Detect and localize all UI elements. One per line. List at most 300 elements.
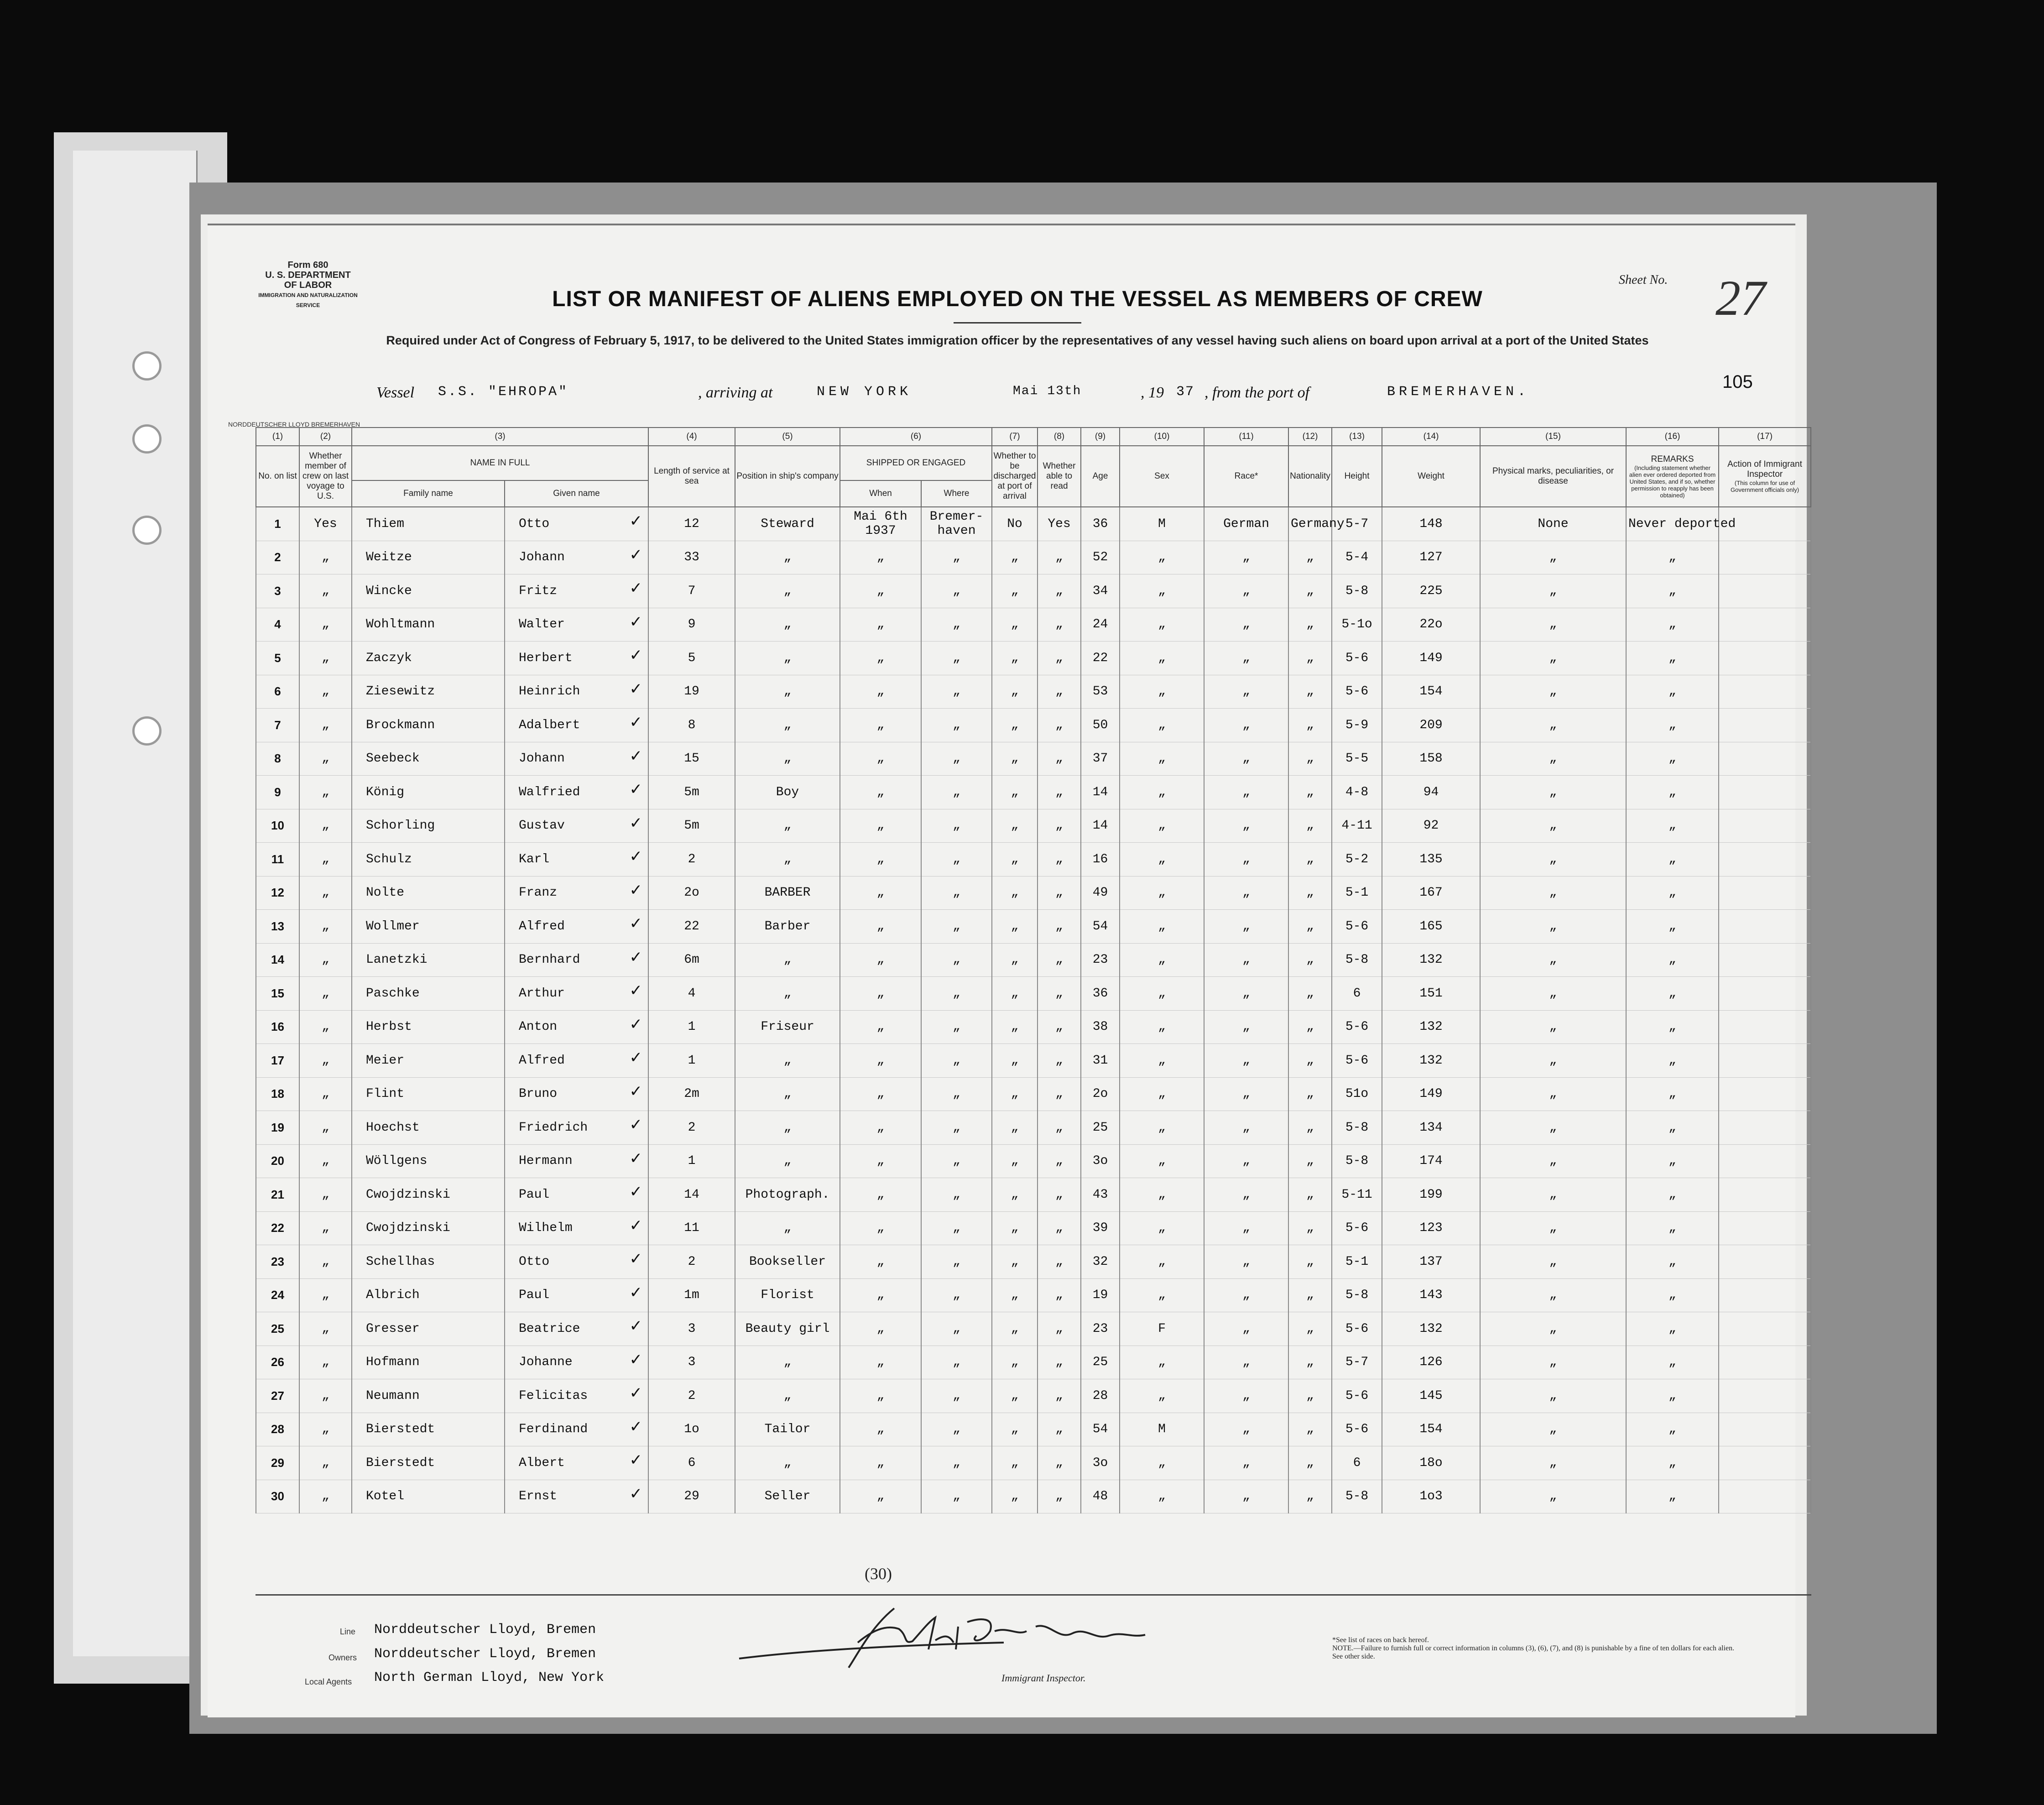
header-shipped-engaged: SHIPPED OR ENGAGED (840, 446, 992, 480)
position: Photograph. (735, 1178, 840, 1212)
discharged-at-arrival: „ (992, 1144, 1038, 1178)
age: 16 (1081, 843, 1120, 876)
header-length-service: Length of service at sea (648, 446, 735, 507)
shipped-where: „ (921, 1245, 992, 1279)
row-number: 22 (256, 1211, 299, 1245)
position: „ (735, 1346, 840, 1379)
sex: „ (1120, 1044, 1204, 1078)
col-num: (4) (648, 428, 735, 446)
shipped-where: „ (921, 1010, 992, 1044)
remarks-note: (Including statement whether alien ever ordered deported from United States, and if so, whether permission to reapply has been obtained) (1629, 464, 1716, 499)
able-to-read: „ (1038, 1446, 1081, 1480)
race: „ (1204, 608, 1288, 642)
remarks: „ (1626, 1178, 1719, 1212)
shipped-when: „ (840, 910, 921, 944)
given-name: Alfred ✓ (505, 910, 648, 944)
height: 5-9 (1332, 709, 1382, 742)
remarks: „ (1626, 675, 1719, 709)
col-num: (8) (1038, 428, 1081, 446)
given-name: Karl ✓ (505, 843, 648, 876)
length-of-service: 1m (648, 1278, 735, 1312)
age: 39 (1081, 1211, 1120, 1245)
family-name: Weitze (352, 541, 505, 574)
able-to-read: „ (1038, 1379, 1081, 1413)
height: 5-8 (1332, 574, 1382, 608)
position: „ (735, 1144, 840, 1178)
agents-value: North German Lloyd, New York (374, 1670, 605, 1685)
shipped-when: „ (840, 1480, 921, 1513)
position: Tailor (735, 1413, 840, 1446)
check-mark-icon: ✓ (629, 981, 643, 1000)
able-to-read: „ (1038, 709, 1081, 742)
table-row (256, 809, 1811, 843)
footer-note (1332, 1636, 1743, 1661)
owners-value: Norddeutscher Lloyd, Bremen (374, 1646, 596, 1662)
position: „ (735, 843, 840, 876)
inspector-action (1719, 1111, 1811, 1145)
given-name: Adalbert ✓ (505, 709, 648, 742)
age: 36 (1081, 507, 1120, 541)
weight: 167 (1382, 876, 1480, 910)
sex: „ (1120, 675, 1204, 709)
discharged-at-arrival: „ (992, 1413, 1038, 1446)
discharged-at-arrival: „ (992, 1178, 1038, 1212)
family-name: Bierstedt (352, 1413, 505, 1446)
given-name: Alfred ✓ (505, 1044, 648, 1078)
able-to-read: „ (1038, 1144, 1081, 1178)
physical-marks: „ (1480, 675, 1626, 709)
shipped-when: „ (840, 943, 921, 977)
check-mark-icon: ✓ (629, 512, 643, 530)
discharged-at-arrival: „ (992, 1278, 1038, 1312)
able-to-read: „ (1038, 1245, 1081, 1279)
shipped-when: „ (840, 1077, 921, 1111)
nationality: „ (1288, 742, 1332, 776)
inspector-action (1719, 1379, 1811, 1413)
sex: „ (1120, 742, 1204, 776)
height: 5-6 (1332, 1044, 1382, 1078)
physical-marks: „ (1480, 608, 1626, 642)
check-mark-icon: ✓ (629, 814, 643, 832)
position: „ (735, 608, 840, 642)
inspector-action (1719, 1446, 1811, 1480)
check-mark-icon: ✓ (629, 579, 643, 597)
height: 5-6 (1332, 910, 1382, 944)
discharged-at-arrival: „ (992, 574, 1038, 608)
header-age: Age (1081, 446, 1120, 507)
sex: „ (1120, 1379, 1204, 1413)
row-number: 24 (256, 1278, 299, 1312)
sex: M (1120, 1413, 1204, 1446)
weight: 135 (1382, 843, 1480, 876)
height: 5-6 (1332, 1312, 1382, 1346)
length-of-service: 15 (648, 742, 735, 776)
length-of-service: 9 (648, 608, 735, 642)
from-port: BREMERHAVEN. (1387, 384, 1530, 400)
able-to-read: „ (1038, 541, 1081, 574)
able-to-read: „ (1038, 742, 1081, 776)
inspector-action (1719, 608, 1811, 642)
table-row (256, 1144, 1811, 1178)
age: 3o (1081, 1144, 1120, 1178)
discharged-at-arrival: No (992, 507, 1038, 541)
race: „ (1204, 1211, 1288, 1245)
header-no-on-list: No. on list (256, 446, 299, 507)
age: 14 (1081, 776, 1120, 809)
family-name: Wohltmann (352, 608, 505, 642)
inspector-action (1719, 1312, 1811, 1346)
race: „ (1204, 1111, 1288, 1145)
col-num: (10) (1120, 428, 1204, 446)
sex: „ (1120, 1446, 1204, 1480)
row-number: 8 (256, 742, 299, 776)
physical-marks: „ (1480, 876, 1626, 910)
remarks: „ (1626, 977, 1719, 1011)
physical-marks: „ (1480, 1480, 1626, 1513)
row-number: 29 (256, 1446, 299, 1480)
shipped-where: „ (921, 809, 992, 843)
handwritten-count: (30) (865, 1565, 892, 1583)
row-number: 20 (256, 1144, 299, 1178)
inspector-label: Immigrant Inspector. (1001, 1672, 1086, 1684)
shipped-when: „ (840, 642, 921, 675)
age: 37 (1081, 742, 1120, 776)
binder-ring-hole (132, 716, 162, 746)
nationality: „ (1288, 1446, 1332, 1480)
crew-last-voyage: „ (299, 1480, 352, 1513)
table-row (256, 1211, 1811, 1245)
shipped-when: „ (840, 1010, 921, 1044)
shipped-where: „ (921, 1346, 992, 1379)
crew-last-voyage: „ (299, 1178, 352, 1212)
given-name: Walfried ✓ (505, 776, 648, 809)
shipped-where: „ (921, 642, 992, 675)
family-name: Nolte (352, 876, 505, 910)
sex: „ (1120, 1346, 1204, 1379)
remarks-title: REMARKS (1651, 454, 1694, 464)
crew-last-voyage: „ (299, 1346, 352, 1379)
given-name: Friedrich ✓ (505, 1111, 648, 1145)
length-of-service: 1 (648, 1144, 735, 1178)
given-name: Wilhelm ✓ (505, 1211, 648, 1245)
position: „ (735, 675, 840, 709)
able-to-read: „ (1038, 642, 1081, 675)
length-of-service: 29 (648, 1480, 735, 1513)
header-name-in-full: NAME IN FULL (352, 446, 648, 480)
length-of-service: 2 (648, 1245, 735, 1279)
binder-ring-hole (132, 424, 162, 454)
length-of-service: 7 (648, 574, 735, 608)
physical-marks: „ (1480, 1312, 1626, 1346)
discharged-at-arrival: „ (992, 1010, 1038, 1044)
table-row (256, 1346, 1811, 1379)
weight: 151 (1382, 977, 1480, 1011)
physical-marks: „ (1480, 977, 1626, 1011)
weight: 132 (1382, 1010, 1480, 1044)
given-name: Paul ✓ (505, 1278, 648, 1312)
weight: 154 (1382, 675, 1480, 709)
family-name: Schorling (352, 809, 505, 843)
table-row (256, 1379, 1811, 1413)
nationality: „ (1288, 1346, 1332, 1379)
crew-last-voyage: „ (299, 1144, 352, 1178)
able-to-read: „ (1038, 809, 1081, 843)
table-row (256, 574, 1811, 608)
check-mark-icon: ✓ (629, 713, 643, 731)
shipped-where: „ (921, 1144, 992, 1178)
nationality: „ (1288, 1245, 1332, 1279)
remarks: „ (1626, 1379, 1719, 1413)
check-mark-icon: ✓ (629, 847, 643, 866)
row-number: 4 (256, 608, 299, 642)
nationality: „ (1288, 1010, 1332, 1044)
table-row (256, 1278, 1811, 1312)
weight: 199 (1382, 1178, 1480, 1212)
nationality: „ (1288, 608, 1332, 642)
age: 50 (1081, 709, 1120, 742)
race: „ (1204, 709, 1288, 742)
sex: „ (1120, 1211, 1204, 1245)
discharged-at-arrival: „ (992, 943, 1038, 977)
given-name: Albert ✓ (505, 1446, 648, 1480)
sex: „ (1120, 977, 1204, 1011)
physical-marks: „ (1480, 943, 1626, 977)
header-family-name: Family name (352, 480, 505, 507)
row-number: 14 (256, 943, 299, 977)
crew-last-voyage: „ (299, 642, 352, 675)
inspector-action (1719, 1044, 1811, 1078)
nationality: „ (1288, 1144, 1332, 1178)
weight: 123 (1382, 1211, 1480, 1245)
shipped-when: „ (840, 809, 921, 843)
height: 5-8 (1332, 1278, 1382, 1312)
race: „ (1204, 742, 1288, 776)
length-of-service: 3 (648, 1312, 735, 1346)
age: 36 (1081, 977, 1120, 1011)
discharged-at-arrival: „ (992, 642, 1038, 675)
age: 25 (1081, 1111, 1120, 1145)
table-row (256, 843, 1811, 876)
length-of-service: 5 (648, 642, 735, 675)
row-number: 28 (256, 1413, 299, 1446)
age: 3o (1081, 1446, 1120, 1480)
physical-marks: „ (1480, 1346, 1626, 1379)
shipped-where: „ (921, 1077, 992, 1111)
header-sex: Sex (1120, 446, 1204, 507)
physical-marks: „ (1480, 709, 1626, 742)
weight: 174 (1382, 1144, 1480, 1178)
length-of-service: 33 (648, 541, 735, 574)
physical-marks: „ (1480, 1111, 1626, 1145)
physical-marks: „ (1480, 642, 1626, 675)
family-name: Seebeck (352, 742, 505, 776)
vessel-label: Vessel (376, 384, 415, 401)
col-num: (14) (1382, 428, 1480, 446)
shipped-where: „ (921, 977, 992, 1011)
weight: 127 (1382, 541, 1480, 574)
discharged-at-arrival: „ (992, 1346, 1038, 1379)
height: 5-1 (1332, 876, 1382, 910)
position: Boy (735, 776, 840, 809)
remarks: „ (1626, 1044, 1719, 1078)
height: 5-8 (1332, 1480, 1382, 1513)
table-row (256, 977, 1811, 1011)
shipped-where: „ (921, 843, 992, 876)
row-number: 12 (256, 876, 299, 910)
check-mark-icon: ✓ (629, 1183, 643, 1201)
shipped-when: „ (840, 776, 921, 809)
position: „ (735, 1077, 840, 1111)
physical-marks: „ (1480, 1010, 1626, 1044)
sex: „ (1120, 876, 1204, 910)
table-row (256, 1178, 1811, 1212)
inspector-action (1719, 1178, 1811, 1212)
discharged-at-arrival: „ (992, 809, 1038, 843)
position: „ (735, 977, 840, 1011)
form-number: Form 680 (287, 260, 328, 270)
physical-marks: „ (1480, 541, 1626, 574)
shipped-where: „ (921, 943, 992, 977)
inspector-action (1719, 1077, 1811, 1111)
line-value: Norddeutscher Lloyd, Bremen (374, 1622, 596, 1638)
sex: „ (1120, 541, 1204, 574)
age: 48 (1081, 1480, 1120, 1513)
discharged-at-arrival: „ (992, 776, 1038, 809)
able-to-read: „ (1038, 1480, 1081, 1513)
nationality: „ (1288, 910, 1332, 944)
check-mark-icon: ✓ (629, 914, 643, 933)
age: 49 (1081, 876, 1120, 910)
sex: „ (1120, 1144, 1204, 1178)
table-row (256, 1044, 1811, 1078)
row-number: 17 (256, 1044, 299, 1078)
check-mark-icon: ✓ (629, 1015, 643, 1033)
sex: „ (1120, 1010, 1204, 1044)
crew-last-voyage: „ (299, 608, 352, 642)
row-number: 6 (256, 675, 299, 709)
shipped-where: „ (921, 876, 992, 910)
sex: „ (1120, 1245, 1204, 1279)
physical-marks: „ (1480, 776, 1626, 809)
height: 5-1o (1332, 608, 1382, 642)
length-of-service: 3 (648, 1346, 735, 1379)
col-num: (12) (1288, 428, 1332, 446)
remarks: „ (1626, 1111, 1719, 1145)
agents-label: Local Agents (305, 1677, 352, 1686)
length-of-service: 6 (648, 1446, 735, 1480)
inspector-action (1719, 742, 1811, 776)
length-of-service: 5m (648, 776, 735, 809)
col-num: (2) (299, 428, 352, 446)
inspector-action (1719, 843, 1811, 876)
discharged-at-arrival: „ (992, 1446, 1038, 1480)
row-number: 21 (256, 1178, 299, 1212)
length-of-service: 1 (648, 1044, 735, 1078)
shipped-when: „ (840, 1278, 921, 1312)
table-row (256, 876, 1811, 910)
table-row (256, 910, 1811, 944)
age: 2o (1081, 1077, 1120, 1111)
race: „ (1204, 910, 1288, 944)
weight: 126 (1382, 1346, 1480, 1379)
crew-last-voyage: „ (299, 1077, 352, 1111)
weight: 154 (1382, 1413, 1480, 1446)
age: 54 (1081, 1413, 1120, 1446)
weight: 132 (1382, 1312, 1480, 1346)
inspector-action (1719, 1278, 1811, 1312)
family-name: Kotel (352, 1480, 505, 1513)
position: Friseur (735, 1010, 840, 1044)
race: „ (1204, 1245, 1288, 1279)
race: „ (1204, 1413, 1288, 1446)
sex: „ (1120, 642, 1204, 675)
able-to-read: „ (1038, 675, 1081, 709)
position: „ (735, 1211, 840, 1245)
row-number: 3 (256, 574, 299, 608)
nationality: „ (1288, 1178, 1332, 1212)
crew-last-voyage: „ (299, 876, 352, 910)
sex: „ (1120, 1111, 1204, 1145)
age: 23 (1081, 943, 1120, 977)
check-mark-icon: ✓ (629, 612, 643, 631)
remarks: „ (1626, 1010, 1719, 1044)
height: 4-11 (1332, 809, 1382, 843)
sex: „ (1120, 943, 1204, 977)
col-num: (5) (735, 428, 840, 446)
binder-ring-hole (132, 351, 162, 381)
shipped-when: „ (840, 1044, 921, 1078)
position: „ (735, 1111, 840, 1145)
able-to-read: „ (1038, 1010, 1081, 1044)
table-row (256, 742, 1811, 776)
discharged-at-arrival: „ (992, 876, 1038, 910)
discharged-at-arrival: „ (992, 1379, 1038, 1413)
given-name: Anton ✓ (505, 1010, 648, 1044)
crew-last-voyage: „ (299, 843, 352, 876)
weight: 149 (1382, 1077, 1480, 1111)
nationality: „ (1288, 1111, 1332, 1145)
crew-manifest-table (256, 427, 1811, 1513)
position: BARBER (735, 876, 840, 910)
able-to-read: „ (1038, 843, 1081, 876)
remarks: „ (1626, 876, 1719, 910)
table-row (256, 675, 1811, 709)
given-name: Ferdinand ✓ (505, 1413, 648, 1446)
from-port-label: , from the port of (1204, 384, 1310, 401)
length-of-service: 1o (648, 1413, 735, 1446)
height: 6 (1332, 1446, 1382, 1480)
fine-note: NOTE.—Failure to furnish full or correct information in columns (3), (6), (7), and (8) is punishable by a fine of ten dollars for each alien. See other side. (1332, 1644, 1735, 1660)
check-mark-icon: ✓ (629, 1417, 643, 1436)
race: „ (1204, 1010, 1288, 1044)
family-name: Hoechst (352, 1111, 505, 1145)
form-id-block (258, 260, 358, 310)
table-row (256, 642, 1811, 675)
shipped-where: „ (921, 1312, 992, 1346)
header-action (1719, 446, 1811, 507)
inspector-action (1719, 1010, 1811, 1044)
given-name: Gustav ✓ (505, 809, 648, 843)
binder-ring-hole (132, 516, 162, 545)
crew-last-voyage: „ (299, 1278, 352, 1312)
able-to-read: „ (1038, 1111, 1081, 1145)
able-to-read: „ (1038, 776, 1081, 809)
remarks: „ (1626, 809, 1719, 843)
inspector-action (1719, 809, 1811, 843)
shipped-when: „ (840, 574, 921, 608)
age: 24 (1081, 608, 1120, 642)
nationality: „ (1288, 1077, 1332, 1111)
